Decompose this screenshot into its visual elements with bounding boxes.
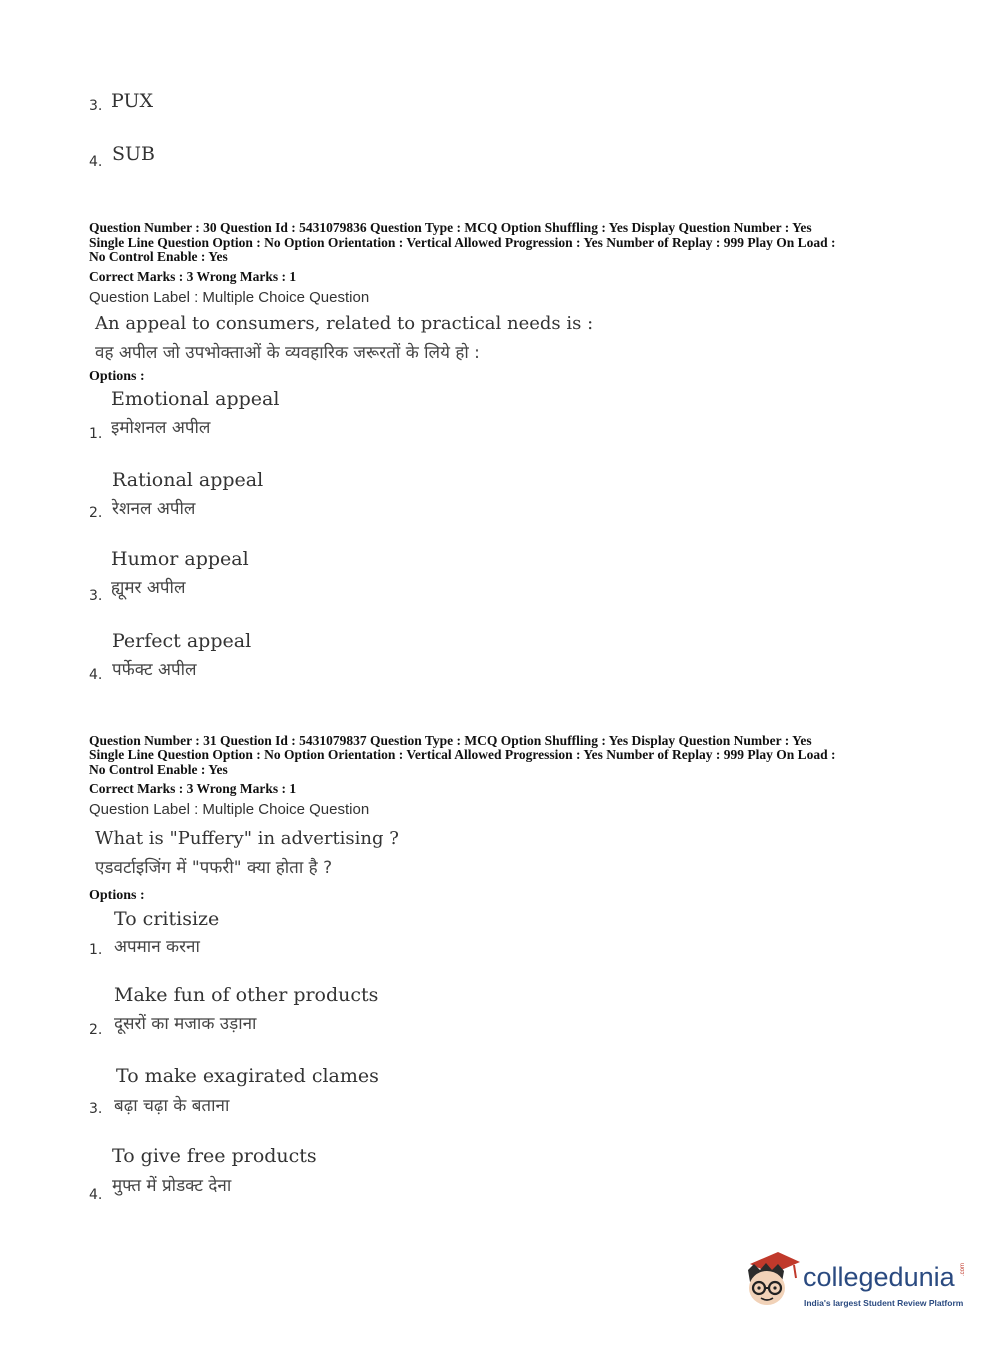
option-text-hindi: दूसरों का मजाक उड़ाना [114, 1014, 257, 1034]
option-number: 1. [89, 942, 103, 958]
logo-brand-text: collegedunia [803, 1262, 955, 1292]
question-text-hindi: वह अपील जो उपभोक्ताओं के व्यवहारिक जरूरतों के लिये हो : [95, 343, 480, 363]
question-label: Question Label : Multiple Choice Question [89, 801, 370, 818]
question-meta-line: Single Line Question Option : No Option Orientation : Vertical Allowed Progression : Yes Number of Replay : 999 Play On Load : [89, 747, 836, 762]
option-number: 3. [89, 588, 103, 604]
option-number: 4. [89, 1187, 103, 1203]
logo-tagline: India's largest Student Review Platform [804, 1298, 964, 1308]
option-text-hindi: अपमान करना [114, 937, 200, 957]
question-marks: Correct Marks : 3 Wrong Marks : 1 [89, 781, 297, 796]
option-number: 1. [89, 426, 103, 442]
option-number: 2. [89, 1022, 103, 1038]
option-number: 4. [89, 154, 103, 170]
option-text-english: To critisize [114, 908, 220, 930]
question-meta-line: No Control Enable : Yes [89, 249, 228, 264]
option-text-hindi: रेशनल अपील [112, 499, 196, 519]
option-number: 3. [89, 98, 103, 114]
options-heading: Options : [89, 888, 145, 903]
option-text-english: Humor appeal [111, 548, 249, 570]
question-text-english: What is "Puffery" in advertising ? [95, 828, 399, 849]
option-text: PUX [111, 90, 153, 112]
option-text-hindi: मुफ्त में प्रोडक्ट देना [112, 1176, 232, 1196]
option-text-english: To give free products [112, 1145, 317, 1167]
question-text-english: An appeal to consumers, related to practical needs is : [95, 313, 594, 334]
option-text-hindi: बढ़ा चढ़ा के बताना [114, 1096, 230, 1116]
question-meta-line: Question Number : 31 Question Id : 5431079837 Question Type : MCQ Option Shuffling : Yes Display Question Number : Yes [89, 733, 812, 748]
option-text-english: Rational appeal [112, 469, 264, 491]
question-meta-line: No Control Enable : Yes [89, 762, 228, 777]
logo-domain-suffix: .com [960, 1262, 966, 1276]
option-text-hindi: ह्यूमर अपील [111, 578, 186, 598]
option-number: 3. [89, 1101, 103, 1117]
option-text-english: Make fun of other products [114, 984, 379, 1006]
question-label: Question Label : Multiple Choice Question [89, 289, 370, 306]
option-text-english: Perfect appeal [112, 630, 252, 652]
option-text-hindi: इमोशनल अपील [111, 418, 211, 438]
question-meta-line: Single Line Question Option : No Option Orientation : Vertical Allowed Progression : Yes Number of Replay : 999 Play On Load : [89, 235, 836, 250]
question-marks: Correct Marks : 3 Wrong Marks : 1 [89, 269, 297, 284]
option-number: 4. [89, 667, 103, 683]
option-text: SUB [112, 143, 155, 165]
option-text-english: Emotional appeal [111, 388, 280, 410]
option-number: 2. [89, 505, 103, 521]
option-text-english: To make exagirated clames [116, 1065, 379, 1087]
mascot-icon [740, 1248, 802, 1310]
options-heading: Options : [89, 369, 145, 384]
question-text-hindi: एडवर्टाइजिंग में "पफरी" क्या होता है ? [95, 858, 333, 878]
option-text-hindi: पर्फेक्ट अपील [112, 660, 197, 680]
question-meta-line: Question Number : 30 Question Id : 5431079836 Question Type : MCQ Option Shuffling : Yes Display Question Number : Yes [89, 220, 812, 235]
